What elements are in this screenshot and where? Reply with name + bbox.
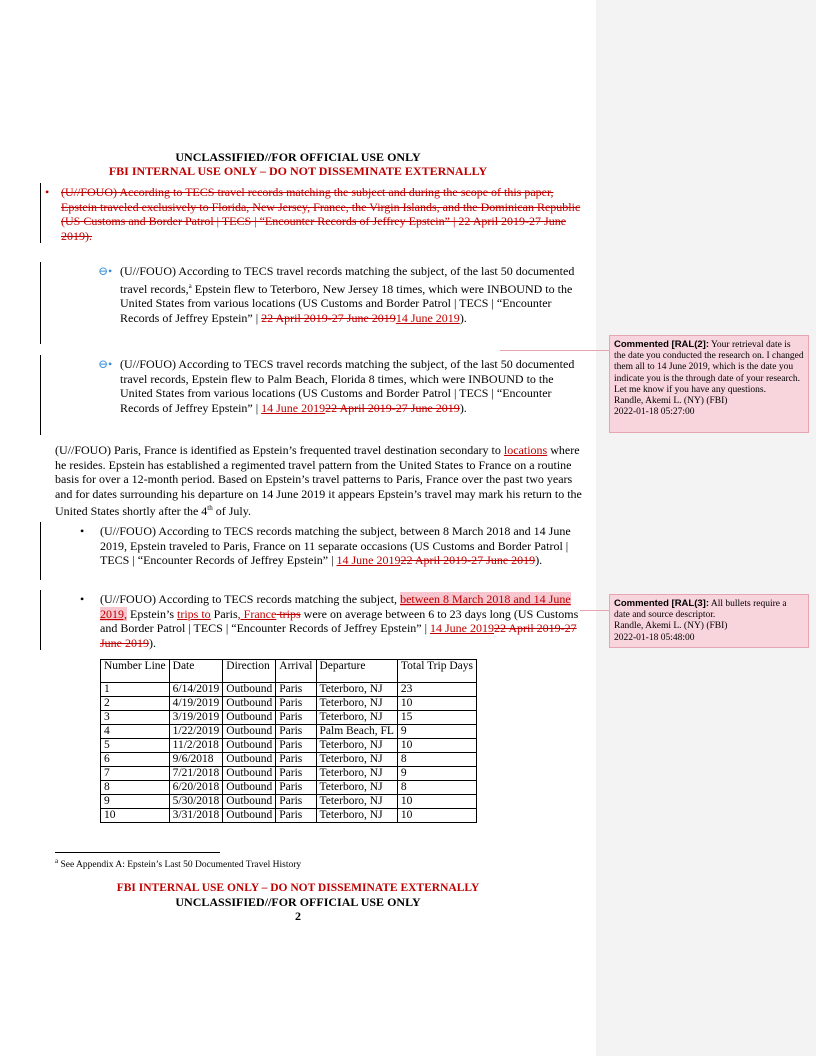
table-cell: 6/20/2018 — [169, 781, 223, 795]
bullet-marker: • — [80, 524, 85, 538]
table-cell: Paris — [276, 683, 316, 697]
footnote-ref[interactable]: a — [188, 281, 192, 290]
table-cell: 10 — [101, 809, 170, 823]
table-row — [101, 795, 477, 809]
table-row — [101, 683, 477, 697]
text: ). — [459, 400, 467, 415]
table-cell: 3/19/2019 — [169, 711, 223, 725]
table-cell: Outbound — [223, 795, 276, 809]
footnote-text: See Appendix A: Epstein’s Last 50 Documented Travel History — [58, 860, 302, 871]
text: (U//FOUO) According to TECS records matching the subject, between 8 March 2018 and 14 June 2019, Epstein traveled to Paris, France on 11 separate occasions (US Customs and Border Patrol | TECS | “Encounter Records of Jeffrey Epstein” | — [100, 524, 571, 568]
table-cell: Paris — [276, 711, 316, 725]
inserted-highlight-text: between 8 March 2018 and 14 June 2019, — [100, 592, 571, 621]
inserted-text: , France — [237, 606, 277, 621]
table-cell: Paris — [276, 725, 316, 739]
table-cell: Outbound — [223, 767, 276, 781]
comment-body: All bullets require a date and source descriptor. — [614, 599, 787, 621]
table-cell: 9 — [101, 795, 170, 809]
text: (U//FOUO) According to TECS records matching the subject, — [100, 592, 401, 606]
table-cell: 7/21/2018 — [169, 767, 223, 781]
table-row — [101, 781, 477, 795]
comment-author: Randle, Akemi L. (NY) (FBI) — [614, 621, 728, 632]
table-cell: Outbound — [223, 725, 276, 739]
table-cell: Paris — [276, 795, 316, 809]
table-cell: 8 — [397, 753, 476, 767]
page-number: 2 — [295, 909, 301, 923]
bullet-eleven-occasions — [100, 524, 582, 568]
text: (U//FOUO) According to TECS travel records matching the subject, of the last 50 documented travel records, — [120, 264, 575, 296]
text: Epstein’s — [127, 606, 177, 621]
table-cell: Outbound — [223, 683, 276, 697]
sub-bullet-marker: ⊖• — [98, 264, 113, 278]
table-cell: Teterboro, NJ — [316, 739, 397, 753]
inserted-text: 14 June 2019 — [336, 553, 401, 568]
change-bar — [40, 355, 41, 435]
table-row — [101, 767, 477, 781]
inserted-text: 14 June 2019 — [261, 400, 326, 415]
table-cell: Paris — [276, 753, 316, 767]
table-cell: Paris — [276, 767, 316, 781]
table-cell: Outbound — [223, 753, 276, 767]
column-header: Date — [169, 660, 223, 683]
deleted-text: 22 April 2019-27 June 2019 — [400, 553, 536, 568]
sub-bullet-inbound-teterboro — [120, 264, 582, 325]
table-cell: 3 — [101, 711, 170, 725]
footer-dissemination: FBI INTERNAL USE ONLY – DO NOT DISSEMINATE EXTERNALLY — [116, 882, 480, 894]
table-cell: 10 — [397, 795, 476, 809]
table-cell: Teterboro, NJ — [316, 767, 397, 781]
text: Paris — [210, 606, 238, 621]
footnote-separator — [55, 852, 220, 853]
comment-balloon[interactable] — [609, 335, 809, 433]
sub-bullet-inbound-palm-beach — [120, 357, 582, 415]
text: ). — [535, 553, 543, 568]
change-bar — [40, 183, 41, 243]
table-cell: 11/2/2018 — [169, 739, 223, 753]
table-cell: 5 — [101, 739, 170, 753]
comment-title: Commented [RAL(2]: — [614, 339, 709, 350]
footer-classification: UNCLASSIFIED//FOR OFFICIAL USE ONLY — [175, 895, 421, 909]
table-cell: 5/30/2018 — [169, 795, 223, 809]
deleted-text: 22 April 2019-27 June 2019 — [100, 621, 577, 650]
table-cell: Outbound — [223, 781, 276, 795]
inserted-text: 14 June 2019 — [430, 621, 495, 636]
table-cell: 6 — [101, 753, 170, 767]
comment-body: Your retrieval date is the date you conducted the research on. I changed them all to 14 June 2019, which is the date you indicate you is the through date of your research. Let me know if you have any questions. — [614, 340, 804, 395]
table-cell: Teterboro, NJ — [316, 795, 397, 809]
table-row — [101, 725, 477, 739]
table-cell: Paris — [276, 809, 316, 823]
table-cell: 8 — [101, 781, 170, 795]
footnote — [55, 857, 301, 870]
comment-balloon[interactable] — [609, 594, 809, 648]
change-bar — [40, 590, 41, 650]
deleted-text: trips — [276, 606, 301, 621]
comment-connector — [580, 610, 609, 611]
table-cell: Teterboro, NJ — [316, 697, 397, 711]
text: of July. — [212, 504, 251, 519]
comment-title: Commented [RAL(3]: — [614, 598, 709, 609]
text: (U//FOUO) Paris, France is identified as Epstein’s frequented travel destination secondary to — [55, 443, 504, 457]
table-cell: Palm Beach, FL — [316, 725, 397, 739]
table-cell: 1/22/2019 — [169, 725, 223, 739]
bullet-marker: • — [45, 185, 50, 199]
table-cell: Outbound — [223, 739, 276, 753]
column-header: Departure — [316, 660, 397, 683]
superscript: th — [207, 504, 213, 513]
deleted-paragraph: (U//FOUO) According to TECS travel records matching the subject and during the scope of this paper, Epstein traveled exclusively to Florida, New Jersey, France, the Virgin Islands, and the Dominican Republic (US Customs and Border Patrol | TECS | “Encounter Records of Jeffrey Epstein” | 22 April 2019-27 June 2019). — [61, 185, 581, 243]
header-classification: UNCLASSIFIED//FOR OFFICIAL USE ONLY — [175, 150, 421, 164]
table-cell: Outbound — [223, 809, 276, 823]
table-cell: 7 — [101, 767, 170, 781]
comments-pane — [596, 0, 816, 1056]
sub-bullet-marker: ⊖• — [98, 357, 113, 371]
text: ). — [149, 635, 156, 650]
change-bar — [40, 262, 41, 344]
table-cell: 9 — [397, 767, 476, 781]
comment-date: 2022-01-18 05:27:00 — [614, 407, 695, 418]
table-row — [101, 809, 477, 823]
table-row — [101, 697, 477, 711]
inserted-text: locations — [503, 443, 548, 457]
table-cell: 10 — [397, 739, 476, 753]
table-cell: 4 — [101, 725, 170, 739]
table-cell: 9 — [397, 725, 476, 739]
table-cell: Outbound — [223, 711, 276, 725]
text: where he resides. Epstein has established a regimented travel pattern from the United States to France on a routine basis for over a 12-month period. Based on Epstein’s travel patterns to Paris, France over the past two years and for dates surrounding his departure on 14 June 2019 it appears Epstein’s travel may mark his return to the United States shortly after the 4 — [55, 443, 582, 519]
inserted-text: 14 June 2019 — [395, 310, 460, 325]
bullet-marker: • — [80, 592, 85, 606]
column-header: Number Line — [101, 660, 170, 683]
table-row — [101, 739, 477, 753]
text: ). — [459, 310, 467, 325]
paris-paragraph — [55, 443, 582, 519]
travel-table — [100, 659, 477, 823]
table-cell: 8 — [397, 781, 476, 795]
column-header: Arrival — [276, 660, 316, 683]
table-cell: Teterboro, NJ — [316, 753, 397, 767]
table-row — [101, 711, 477, 725]
table-header-row — [101, 660, 477, 683]
change-bar — [40, 522, 41, 580]
table-cell: Teterboro, NJ — [316, 683, 397, 697]
table-cell: Paris — [276, 697, 316, 711]
table-cell: Teterboro, NJ — [316, 809, 397, 823]
table-cell: 15 — [397, 711, 476, 725]
comment-date: 2022-01-18 05:48:00 — [614, 632, 695, 643]
table-cell: Teterboro, NJ — [316, 781, 397, 795]
table-cell: 23 — [397, 683, 476, 697]
table-cell: Outbound — [223, 697, 276, 711]
table-cell: Paris — [276, 739, 316, 753]
table-cell: 9/6/2018 — [169, 753, 223, 767]
table-cell: 4/19/2019 — [169, 697, 223, 711]
comment-author: Randle, Akemi L. (NY) (FBI) — [614, 396, 728, 407]
deleted-text: 22 April 2019-27 June 2019 — [325, 400, 460, 415]
comment-connector — [500, 350, 609, 351]
table-cell: 1 — [101, 683, 170, 697]
table-cell: 6/14/2019 — [169, 683, 223, 697]
table-cell: Teterboro, NJ — [316, 711, 397, 725]
header-dissemination: FBI INTERNAL USE ONLY – DO NOT DISSEMINATE EXTERNALLY — [108, 164, 488, 178]
text: were on average between 6 to 23 days long (US Customs and Border Patrol | TECS | “Encounter Records of Jeffrey Epstein” | — [100, 606, 579, 636]
text: (U//FOUO) According to TECS travel records matching the subject, of the last 50 documented travel records, Epstein flew to Palm Beach, Florida 8 times, which were INBOUND to the United States from various locations (US Customs and Border Patrol | TECS | “Encounter Records of Jeffrey Epstein” | — [120, 357, 575, 415]
bullet-trip-length — [100, 592, 582, 650]
footnote-mark: a — [55, 857, 59, 865]
table-cell: 2 — [101, 697, 170, 711]
table-cell: 10 — [397, 697, 476, 711]
inserted-text: trips to — [177, 606, 211, 621]
table-cell: 3/31/2018 — [169, 809, 223, 823]
column-header: Direction — [223, 660, 276, 683]
column-header: Total Trip Days — [397, 660, 476, 683]
table-row — [101, 753, 477, 767]
deleted-text: 22 April 2019-27 June 2019 — [261, 310, 396, 325]
table-cell: 10 — [397, 809, 476, 823]
text: Epstein flew to Teterboro, New Jersey 18 times, which were INBOUND to the United States from various locations (US Customs and Border Patrol | TECS | “Encounter Records of Jeffrey Epstein” | — [120, 281, 573, 325]
table-cell: Paris — [276, 781, 316, 795]
